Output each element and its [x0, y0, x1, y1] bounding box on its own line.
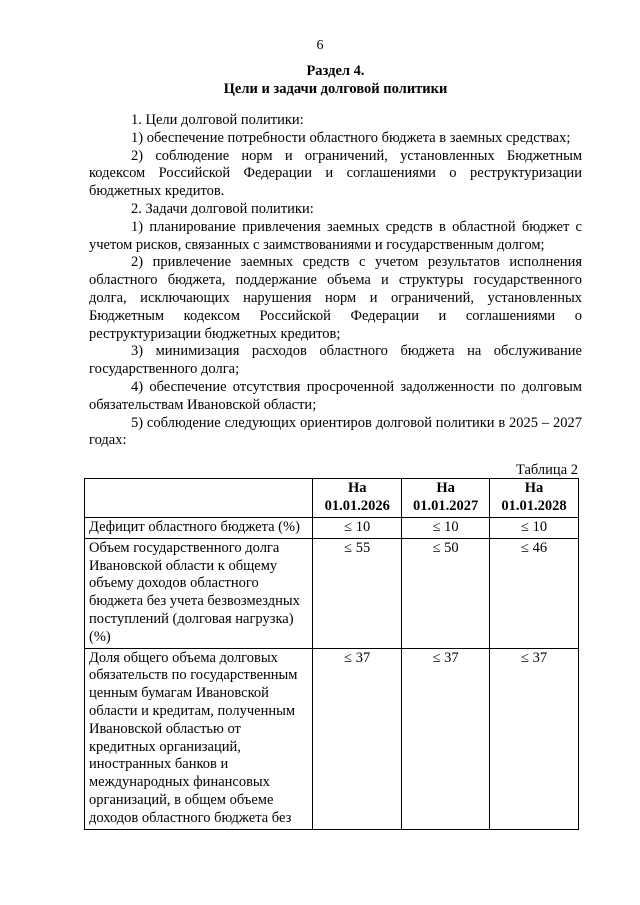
- row-value: ≤ 10: [490, 518, 579, 539]
- section-heading: [89, 62, 582, 98]
- section-title: Цели и задачи долговой политики: [223, 81, 448, 97]
- paragraph-task-1: 1) планирование привлечения заемных средств в областной бюджет с учетом рисков, связанных с заимствованиями и государственным долгом;: [89, 218, 582, 253]
- table-header-cell: На 01.01.2026: [313, 479, 402, 518]
- section-number: Раздел 4.: [306, 63, 365, 79]
- row-value: ≤ 37: [313, 648, 402, 829]
- paragraph-task-3: 3) минимизация расходов областного бюджета на обслуживание государственного долга;: [89, 343, 582, 378]
- row-label: Дефицит областного бюджета (%): [85, 518, 313, 539]
- row-value: ≤ 37: [490, 648, 579, 829]
- table-header-cell: [85, 479, 313, 518]
- paragraph-task-4: 4) обеспечение отсутствия просроченной задолженности по долговым обязательствам Ивановской области;: [89, 378, 582, 413]
- row-value: ≤ 46: [490, 538, 579, 648]
- paragraph-task-2: 2) привлечение заемных средств с учетом результатов исполнения областного бюджета, поддержание объема и структуры государственного долга, исключающих нарушения норм и ограничений, установленных Бюджетным кодексом Российской Федерации и соглашениями о реструктуризации бюджетных кредитов;: [89, 254, 582, 342]
- row-label: Доля общего объема долговых обязательств по государственным ценным бумагам Ивановской области и кредитам, полученным Ивановской областью от кредитных организаций, иностранных банков и международных финансовых организаций, в общем объеме доходов областного бюджета без: [85, 648, 313, 829]
- row-label: Объем государственного долга Ивановской области к общему объему доходов областного бюджета без учета безвозмездных поступлений (долговая нагрузка) (%): [85, 538, 313, 648]
- body-text: [89, 112, 582, 450]
- page-number: 6: [316, 38, 324, 53]
- table-header-cell: На 01.01.2028: [490, 479, 579, 518]
- table-header-row: [85, 479, 579, 518]
- table-caption: Таблица 2: [515, 462, 578, 478]
- paragraph-goals-heading: 1. Цели долговой политики:: [131, 112, 304, 128]
- table-header-cell: На 01.01.2027: [402, 479, 490, 518]
- row-value: ≤ 10: [402, 518, 490, 539]
- debt-indicators-table: [84, 478, 579, 830]
- row-value: ≤ 50: [402, 538, 490, 648]
- paragraph-goal-1: 1) обеспечение потребности областного бюджета в заемных средствах;: [131, 129, 571, 146]
- row-value: ≤ 37: [402, 648, 490, 829]
- row-value: ≤ 10: [313, 518, 402, 539]
- paragraph-tasks-heading: 2. Задачи долговой политики:: [131, 200, 314, 217]
- row-value: ≤ 55: [313, 538, 402, 648]
- paragraph-goal-2: 2) соблюдение норм и ограничений, установленных Бюджетным кодексом Российской Федерации и соглашениями о реструктуризации бюджетных кредитов.: [89, 147, 582, 200]
- table-row: [85, 648, 579, 829]
- table-row: [85, 518, 579, 539]
- table-row: [85, 538, 579, 648]
- paragraph-task-5: 5) соблюдение следующих ориентиров долговой политики в 2025 – 2027 годах:: [89, 414, 582, 449]
